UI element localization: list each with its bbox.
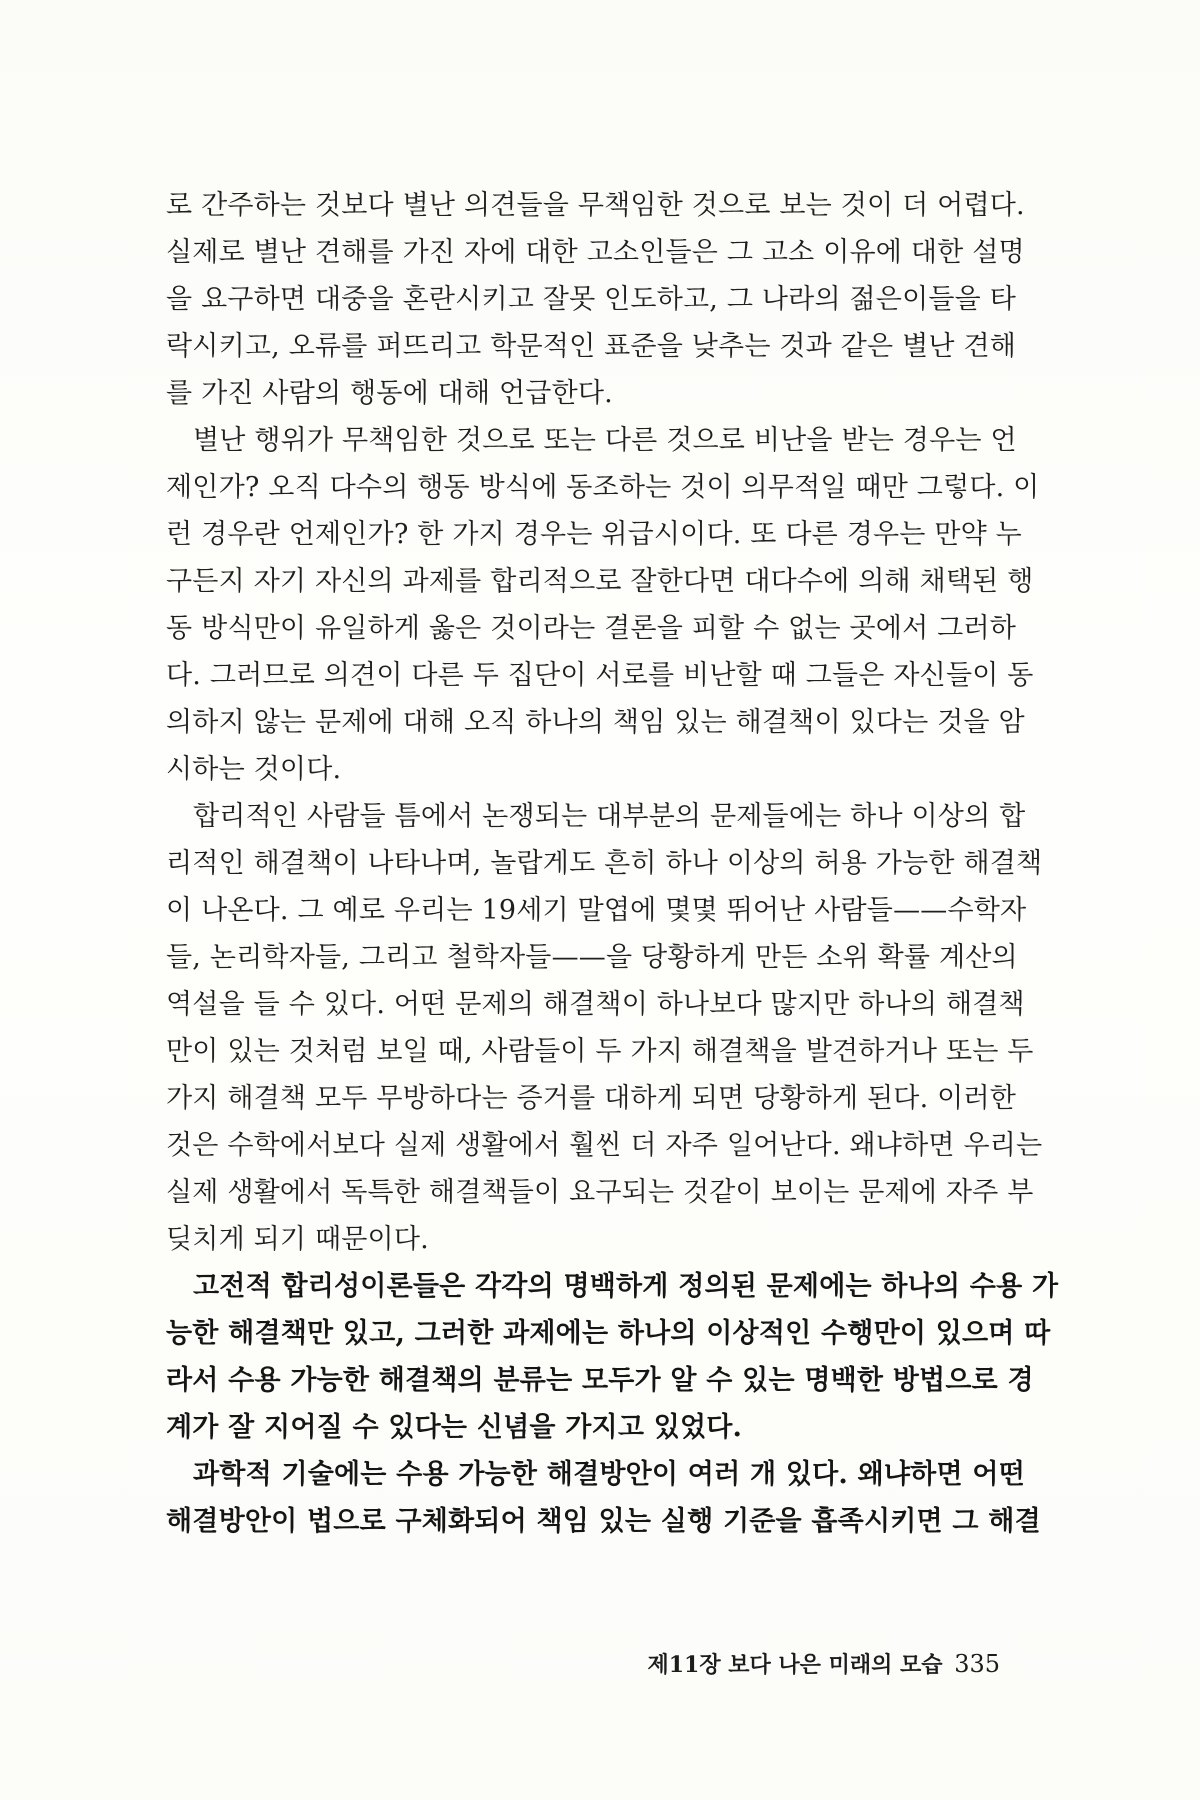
paragraph-1 bbox=[166, 182, 1025, 417]
text-line: 런 경우란 언제인가? 한 가지 경우는 위급시이다. 또 다른 경우는 만약 누 bbox=[166, 519, 1022, 550]
paragraph-3 bbox=[166, 793, 1043, 1263]
text-line: 딪치게 되기 때문이다. bbox=[166, 1224, 429, 1255]
paragraph-4 bbox=[166, 1263, 1059, 1451]
text-line: 별난 행위가 무책임한 것으로 또는 다른 것으로 비난을 받는 경우는 언 bbox=[193, 425, 1017, 456]
text-line: 라서 수용 가능한 해결책의 분류는 모두가 알 수 있는 명백한 방법으로 경 bbox=[166, 1365, 1034, 1396]
text-line: 의하지 않는 문제에 대해 오직 하나의 책임 있는 해결책이 있다는 것을 암 bbox=[166, 707, 1025, 738]
body-text bbox=[166, 182, 1059, 1545]
text-line: 만이 있는 것처럼 보일 때, 사람들이 두 가지 해결책을 발견하거나 또는 두 bbox=[166, 1036, 1034, 1067]
text-line: 계가 잘 지어질 수 있다는 신념을 가지고 있었다. bbox=[166, 1412, 743, 1443]
text-line: 제인가? 오직 다수의 행동 방식에 동조하는 것이 의무적일 때만 그렇다. 이 bbox=[166, 472, 1040, 503]
text-line: 로 간주하는 것보다 별난 의견들을 무책임한 것으로 보는 것이 더 어렵다. bbox=[166, 190, 1025, 221]
text-line: 합리적인 사람들 틈에서 논쟁되는 대부분의 문제들에는 하나 이상의 합 bbox=[193, 801, 1026, 832]
text-line: 능한 해결책만 있고, 그러한 과제에는 하나의 이상적인 수행만이 있으며 따 bbox=[166, 1318, 1051, 1349]
text-line: 락시키고, 오류를 퍼뜨리고 학문적인 표준을 낮추는 것과 같은 별난 견해 bbox=[166, 331, 1017, 362]
running-title: 제11장 보다 나은 미래의 모습 bbox=[647, 1652, 943, 1678]
text-line: 실제로 별난 견해를 가진 자에 대한 고소인들은 그 고소 이유에 대한 설명 bbox=[166, 237, 1025, 268]
page-footer bbox=[647, 1648, 1000, 1679]
page-number: 335 bbox=[954, 1650, 1000, 1678]
text-line: 것은 수학에서보다 실제 생활에서 훨씬 더 자주 일어난다. 왜냐하면 우리는 bbox=[166, 1130, 1043, 1161]
text-line: 다. 그러므로 의견이 다른 두 집단이 서로를 비난할 때 그들은 자신들이 동 bbox=[166, 660, 1034, 691]
paragraph-2 bbox=[166, 417, 1040, 793]
text-line: 를 가진 사람의 행동에 대해 언급한다. bbox=[166, 378, 613, 409]
text-line: 을 요구하면 대중을 혼란시키고 잘못 인도하고, 그 나라의 젊은이들을 타 bbox=[166, 284, 1017, 315]
text-line: 실제 생활에서 독특한 해결책들이 요구되는 것같이 보이는 문제에 자주 부 bbox=[166, 1177, 1034, 1208]
text-line: 들, 논리학자들, 그리고 철학자들——을 당황하게 만든 소위 확률 계산의 bbox=[166, 942, 1018, 973]
text-line: 동 방식만이 유일하게 옳은 것이라는 결론을 피할 수 없는 곳에서 그러하 bbox=[166, 613, 1017, 644]
text-line: 이 나온다. 그 예로 우리는 19세기 말엽에 몇몇 뛰어난 사람들——수학자 bbox=[166, 895, 1027, 926]
text-line: 역설을 들 수 있다. 어떤 문제의 해결책이 하나보다 많지만 하나의 해결책 bbox=[166, 989, 1025, 1020]
text-line: 가지 해결책 모두 무방하다는 증거를 대하게 되면 당황하게 된다. 이러한 bbox=[166, 1083, 1017, 1114]
text-line: 리적인 해결책이 나타나며, 놀랍게도 흔히 하나 이상의 허용 가능한 해결책 bbox=[166, 848, 1043, 879]
text-line: 과학적 기술에는 수용 가능한 해결방안이 여러 개 있다. 왜냐하면 어떤 bbox=[193, 1459, 1025, 1490]
paragraph-5 bbox=[166, 1451, 1041, 1545]
text-line: 구든지 자기 자신의 과제를 합리적으로 잘한다면 대다수에 의해 채택된 행 bbox=[166, 566, 1034, 597]
text-line: 고전적 합리성이론들은 각각의 명백하게 정의된 문제에는 하나의 수용 가 bbox=[193, 1271, 1059, 1302]
text-line: 시하는 것이다. bbox=[166, 754, 342, 785]
text-line: 해결방안이 법으로 구체화되어 책임 있는 실행 기준을 흡족시키면 그 해결 bbox=[166, 1506, 1041, 1537]
